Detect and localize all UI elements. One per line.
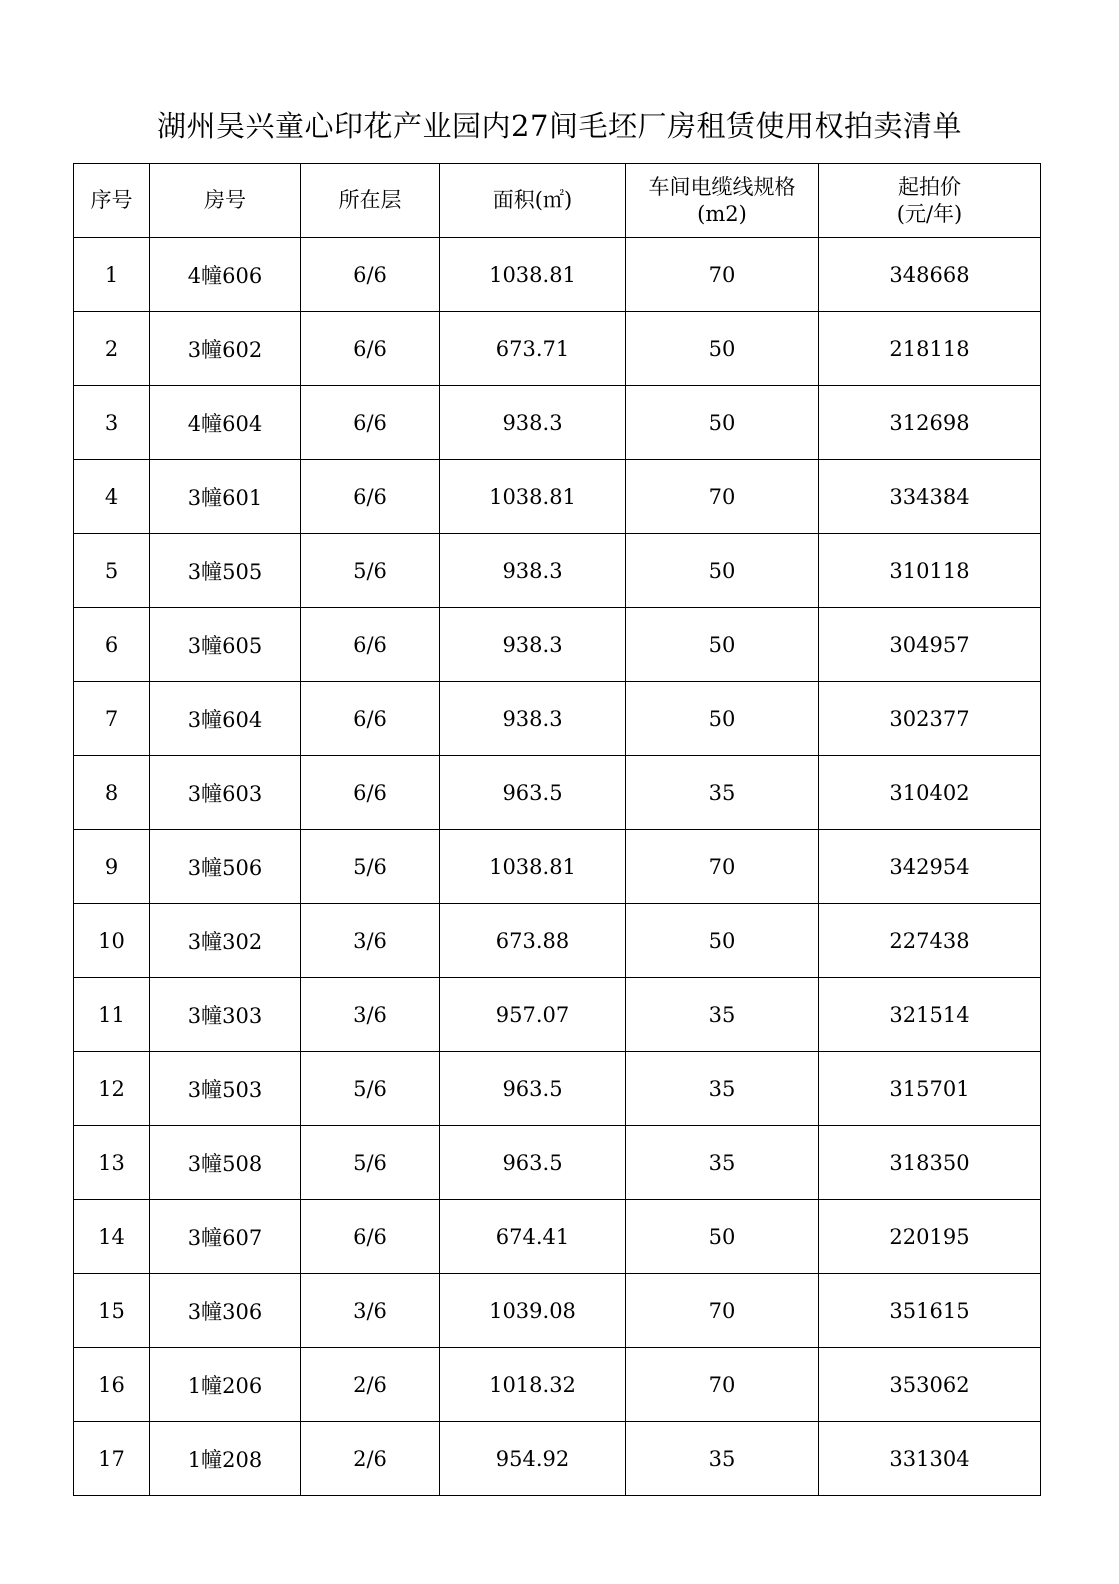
cell-cable-spec: 70	[626, 460, 819, 534]
cell-room-number: 3幢607	[150, 1200, 301, 1274]
table-row	[74, 682, 1041, 756]
cell-cable-spec: 35	[626, 756, 819, 830]
cell-index: 14	[74, 1200, 150, 1274]
cell-index: 16	[74, 1348, 150, 1422]
cell-cable-spec: 50	[626, 1200, 819, 1274]
cell-room-number: 3幢605	[150, 608, 301, 682]
cell-starting-price: 220195	[819, 1200, 1041, 1274]
cell-room-number: 4幢606	[150, 238, 301, 312]
cell-room-number: 3幢302	[150, 904, 301, 978]
cell-index: 4	[74, 460, 150, 534]
header-cable-spec	[626, 164, 819, 238]
cell-room-number: 4幢604	[150, 386, 301, 460]
cell-floor: 5/6	[301, 1052, 440, 1126]
cell-floor: 3/6	[301, 1274, 440, 1348]
cell-room-number: 3幢503	[150, 1052, 301, 1126]
cell-area: 938.3	[440, 608, 626, 682]
cell-room-number: 3幢508	[150, 1126, 301, 1200]
table-row	[74, 460, 1041, 534]
cell-floor: 5/6	[301, 534, 440, 608]
table-row	[74, 1200, 1041, 1274]
table-row	[74, 1126, 1041, 1200]
table-row	[74, 238, 1041, 312]
header-cable-spec-line2: (m2)	[697, 201, 747, 226]
cell-index: 5	[74, 534, 150, 608]
cell-floor: 6/6	[301, 312, 440, 386]
cell-floor: 6/6	[301, 386, 440, 460]
cell-cable-spec: 35	[626, 1126, 819, 1200]
cell-cable-spec: 50	[626, 534, 819, 608]
cell-cable-spec: 50	[626, 682, 819, 756]
cell-index: 2	[74, 312, 150, 386]
auction-list-table	[73, 163, 1041, 1496]
table-row	[74, 608, 1041, 682]
cell-cable-spec: 50	[626, 608, 819, 682]
cell-starting-price: 227438	[819, 904, 1041, 978]
cell-starting-price: 304957	[819, 608, 1041, 682]
cell-floor: 5/6	[301, 1126, 440, 1200]
cell-room-number: 3幢303	[150, 978, 301, 1052]
cell-area: 938.3	[440, 534, 626, 608]
header-starting-price-line1: 起拍价	[898, 174, 961, 199]
cell-room-number: 3幢505	[150, 534, 301, 608]
cell-room-number: 3幢306	[150, 1274, 301, 1348]
cell-starting-price: 321514	[819, 978, 1041, 1052]
cell-starting-price: 351615	[819, 1274, 1041, 1348]
cell-cable-spec: 70	[626, 1274, 819, 1348]
cell-room-number: 3幢604	[150, 682, 301, 756]
cell-area: 1039.08	[440, 1274, 626, 1348]
cell-index: 3	[74, 386, 150, 460]
cell-starting-price: 302377	[819, 682, 1041, 756]
cell-area: 963.5	[440, 1052, 626, 1126]
cell-starting-price: 312698	[819, 386, 1041, 460]
cell-floor: 2/6	[301, 1422, 440, 1496]
table-row	[74, 1348, 1041, 1422]
cell-index: 11	[74, 978, 150, 1052]
cell-index: 1	[74, 238, 150, 312]
table-row	[74, 534, 1041, 608]
cell-cable-spec: 50	[626, 386, 819, 460]
cell-area: 1038.81	[440, 238, 626, 312]
cell-starting-price: 315701	[819, 1052, 1041, 1126]
table-row	[74, 830, 1041, 904]
cell-room-number: 3幢506	[150, 830, 301, 904]
cell-index: 10	[74, 904, 150, 978]
cell-area: 1038.81	[440, 460, 626, 534]
cell-index: 8	[74, 756, 150, 830]
header-room: 房号	[150, 164, 301, 238]
header-cable-spec-line1: 车间电缆线规格	[648, 174, 796, 199]
cell-area: 673.71	[440, 312, 626, 386]
cell-starting-price: 348668	[819, 238, 1041, 312]
cell-starting-price: 331304	[819, 1422, 1041, 1496]
document-title: 湖州吴兴童心印花产业园内27间毛坯厂房租赁使用权拍卖清单	[157, 109, 962, 143]
cell-starting-price: 310118	[819, 534, 1041, 608]
cell-floor: 3/6	[301, 978, 440, 1052]
cell-area: 1018.32	[440, 1348, 626, 1422]
cell-floor: 2/6	[301, 1348, 440, 1422]
cell-area: 938.3	[440, 682, 626, 756]
header-area: 面积(㎡)	[440, 164, 626, 238]
cell-area: 957.07	[440, 978, 626, 1052]
cell-floor: 6/6	[301, 682, 440, 756]
table-row	[74, 1052, 1041, 1126]
cell-cable-spec: 70	[626, 238, 819, 312]
cell-cable-spec: 35	[626, 978, 819, 1052]
cell-room-number: 1幢208	[150, 1422, 301, 1496]
table-row	[74, 904, 1041, 978]
cell-area: 1038.81	[440, 830, 626, 904]
cell-index: 6	[74, 608, 150, 682]
cell-area: 674.41	[440, 1200, 626, 1274]
cell-index: 7	[74, 682, 150, 756]
cell-cable-spec: 50	[626, 904, 819, 978]
table-row	[74, 312, 1041, 386]
cell-starting-price: 310402	[819, 756, 1041, 830]
cell-area: 673.88	[440, 904, 626, 978]
cell-starting-price: 218118	[819, 312, 1041, 386]
cell-area: 938.3	[440, 386, 626, 460]
cell-room-number: 3幢602	[150, 312, 301, 386]
cell-index: 13	[74, 1126, 150, 1200]
cell-cable-spec: 50	[626, 312, 819, 386]
cell-floor: 5/6	[301, 830, 440, 904]
table-row	[74, 1422, 1041, 1496]
cell-area: 954.92	[440, 1422, 626, 1496]
header-starting-price-line2: (元/年)	[896, 201, 963, 226]
cell-starting-price: 353062	[819, 1348, 1041, 1422]
cell-index: 12	[74, 1052, 150, 1126]
cell-floor: 3/6	[301, 904, 440, 978]
cell-room-number: 3幢603	[150, 756, 301, 830]
cell-area: 963.5	[440, 1126, 626, 1200]
cell-floor: 6/6	[301, 238, 440, 312]
cell-cable-spec: 70	[626, 1348, 819, 1422]
cell-area: 963.5	[440, 756, 626, 830]
header-index: 序号	[74, 164, 150, 238]
table-header	[74, 164, 1041, 238]
cell-room-number: 1幢206	[150, 1348, 301, 1422]
cell-floor: 6/6	[301, 608, 440, 682]
cell-starting-price: 318350	[819, 1126, 1041, 1200]
table-row	[74, 978, 1041, 1052]
cell-cable-spec: 70	[626, 830, 819, 904]
table-body	[74, 238, 1041, 1496]
cell-starting-price: 334384	[819, 460, 1041, 534]
cell-index: 9	[74, 830, 150, 904]
cell-cable-spec: 35	[626, 1422, 819, 1496]
cell-room-number: 3幢601	[150, 460, 301, 534]
cell-floor: 6/6	[301, 460, 440, 534]
header-floor: 所在层	[301, 164, 440, 238]
cell-index: 17	[74, 1422, 150, 1496]
cell-index: 15	[74, 1274, 150, 1348]
table-row	[74, 1274, 1041, 1348]
table-row	[74, 756, 1041, 830]
header-row	[74, 164, 1041, 238]
cell-cable-spec: 35	[626, 1052, 819, 1126]
cell-floor: 6/6	[301, 756, 440, 830]
cell-floor: 6/6	[301, 1200, 440, 1274]
cell-starting-price: 342954	[819, 830, 1041, 904]
header-starting-price	[819, 164, 1041, 238]
table-row	[74, 386, 1041, 460]
